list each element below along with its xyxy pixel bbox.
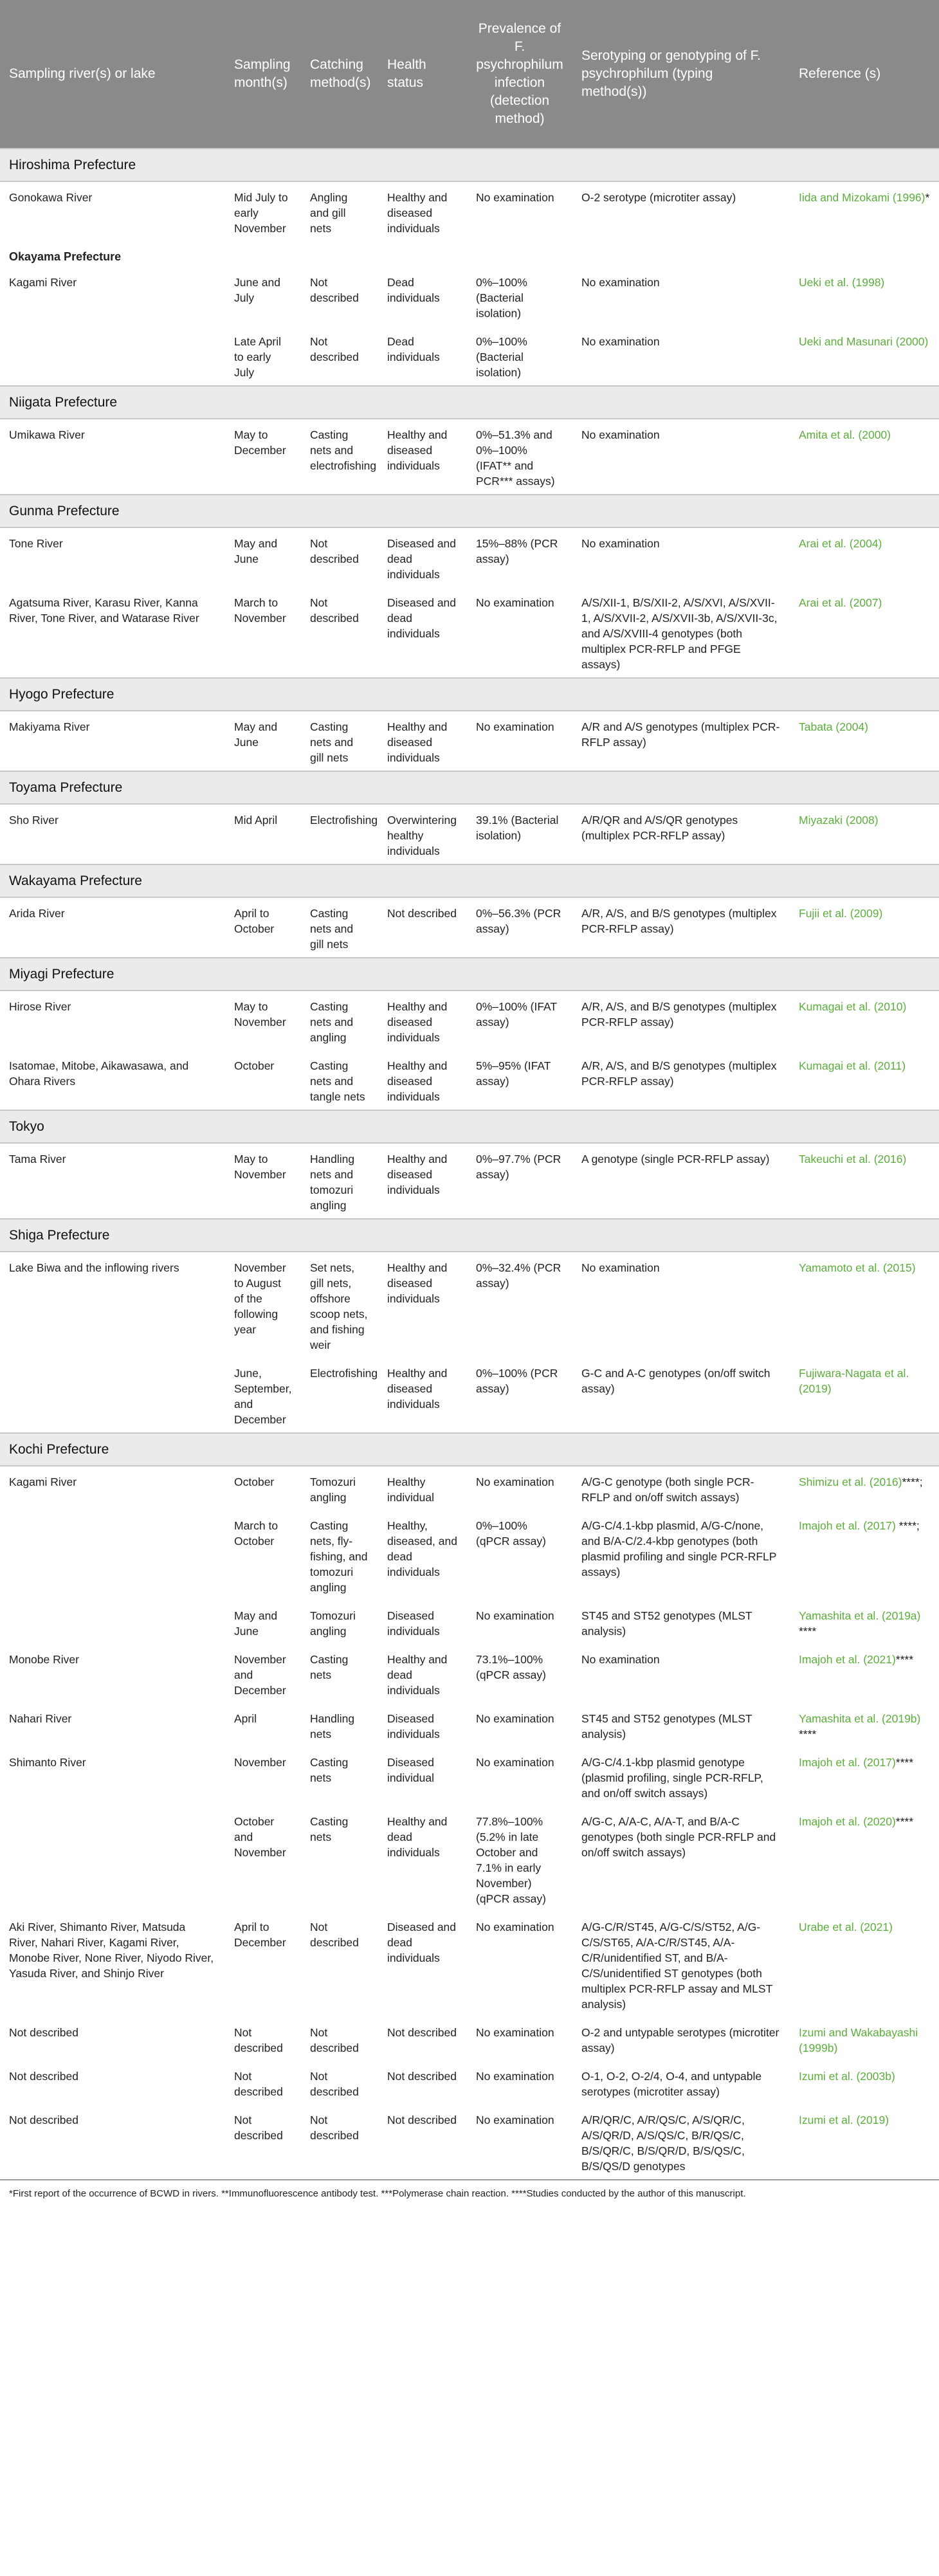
cell-reference bbox=[790, 1644, 939, 1703]
reference-link[interactable]: Imajoh et al. (2017) bbox=[799, 1756, 896, 1769]
cell-method: Not described bbox=[310, 537, 359, 565]
cell-typing: A/G-C genotype (both single PCR-RFLP and on/off switch assays) bbox=[581, 1475, 754, 1504]
cell-health: Diseased and dead individuals bbox=[387, 537, 457, 581]
cell-reference bbox=[790, 1252, 939, 1358]
cell-prevalence: 39.1% (Bacterial isolation) bbox=[476, 814, 559, 842]
cell-river: Kagami River bbox=[9, 276, 77, 289]
cell-prevalence: 0%–100% (IFAT assay) bbox=[476, 1000, 557, 1028]
cell-month: November bbox=[234, 1756, 286, 1769]
reference-link[interactable]: Izumi et al. (2019) bbox=[799, 2114, 889, 2126]
cell-reference bbox=[790, 267, 939, 326]
reference-mark: **** bbox=[799, 1728, 817, 1740]
footnote: *First report of the occurrence of BCWD in rivers. **Immunofluorescence antibody test. ***Polymerase chain reaction. ****Studies conducted by the author of this manuscript. bbox=[0, 2180, 939, 2207]
cell-river: Hirose River bbox=[9, 1000, 71, 1013]
cell-health: Healthy and diseased individuals bbox=[387, 1261, 448, 1305]
cell-prevalence: No examination bbox=[476, 2114, 554, 2126]
cell-prevalence: No examination bbox=[476, 1712, 554, 1725]
table-row bbox=[0, 711, 939, 771]
header-river: Sampling river(s) or lake bbox=[0, 0, 225, 149]
cell-method: Not described bbox=[310, 2026, 359, 2054]
cell-method: Casting nets and tangle nets bbox=[310, 1059, 365, 1103]
cell-reference bbox=[790, 804, 939, 864]
cell-health: Diseased individuals bbox=[387, 1712, 440, 1740]
cell-method: Casting nets and angling bbox=[310, 1000, 354, 1044]
cell-method: Casting nets bbox=[310, 1756, 349, 1784]
reference-link[interactable]: Izumi and Wakabayashi (1999b) bbox=[799, 2026, 918, 2054]
table-row bbox=[0, 267, 939, 326]
section-row bbox=[0, 1110, 939, 1143]
cell-typing: No examination bbox=[581, 276, 660, 289]
cell-health: Diseased and dead individuals bbox=[387, 1921, 457, 1964]
cell-typing: O-1, O-2, O-2/4, O-4, and untypable serotypes (microtiter assay) bbox=[581, 2070, 762, 2098]
cell-method: Casting nets bbox=[310, 1815, 349, 1843]
header-prevalence: Prevalence of F. psychrophilum infection (detection method) bbox=[467, 0, 572, 149]
table-row bbox=[0, 1143, 939, 1219]
cell-month: October bbox=[234, 1475, 275, 1488]
cell-typing: A/R, A/S, and B/S genotypes (multiplex PCR-RFLP assay) bbox=[581, 907, 777, 935]
cell-method: Casting nets, fly-fishing, and tomozuri angling bbox=[310, 1519, 368, 1594]
table-row bbox=[0, 181, 939, 241]
cell-prevalence: No examination bbox=[476, 2070, 554, 2083]
reference-mark: **** bbox=[895, 1815, 914, 1828]
cell-month: October and November bbox=[234, 1815, 286, 1859]
cell-river: Lake Biwa and the inflowing rivers bbox=[9, 1261, 179, 1274]
cell-river bbox=[0, 1806, 225, 1912]
cell-month: Late April to early July bbox=[234, 335, 281, 379]
table-row bbox=[0, 804, 939, 864]
reference-mark: ****; bbox=[895, 1519, 920, 1532]
cell-prevalence: No examination bbox=[476, 1756, 554, 1769]
cell-method: Casting nets bbox=[310, 1653, 349, 1681]
cell-method: Not described bbox=[310, 596, 359, 625]
section-row bbox=[0, 864, 939, 897]
cell-month: March to November bbox=[234, 596, 286, 625]
cell-typing: A/R and A/S genotypes (multiplex PCR-RFLP assay) bbox=[581, 720, 780, 749]
table-row bbox=[0, 1806, 939, 1912]
table-row bbox=[0, 1600, 939, 1644]
reference-link[interactable]: Takeuchi et al. (2016) bbox=[799, 1153, 907, 1165]
reference-link[interactable]: Arai et al. (2004) bbox=[799, 537, 882, 550]
section-row bbox=[0, 1433, 939, 1466]
section-title: Gunma Prefecture bbox=[0, 495, 939, 527]
reference-mark: **** bbox=[895, 1756, 914, 1769]
cell-prevalence: 0%–97.7% (PCR assay) bbox=[476, 1153, 561, 1181]
reference-mark: * bbox=[925, 191, 930, 204]
cell-typing: No examination bbox=[581, 1653, 660, 1666]
reference-link[interactable]: Imajoh et al. (2021) bbox=[799, 1653, 896, 1666]
header-row bbox=[0, 0, 939, 149]
cell-prevalence: 0%–100% (PCR assay) bbox=[476, 1367, 558, 1395]
cell-health: Overwintering healthy individuals bbox=[387, 814, 457, 857]
cell-prevalence: 15%–88% (PCR assay) bbox=[476, 537, 558, 565]
header-month: Sampling month(s) bbox=[225, 0, 301, 149]
cell-health: Not described bbox=[387, 2070, 457, 2083]
cell-month: November and December bbox=[234, 1653, 286, 1697]
cell-river: Gonokawa River bbox=[9, 191, 93, 204]
section-title: Kochi Prefecture bbox=[0, 1433, 939, 1466]
cell-method: Handling nets and tomozuri angling bbox=[310, 1153, 355, 1212]
cell-health: Dead individuals bbox=[387, 335, 440, 363]
cell-month: May and June bbox=[234, 537, 278, 565]
cell-month: Mid July to early November bbox=[234, 191, 288, 235]
section-row bbox=[0, 1219, 939, 1252]
cell-prevalence: 0%–51.3% and 0%–100% (IFAT** and PCR*** assays) bbox=[476, 428, 555, 488]
table-row bbox=[0, 527, 939, 587]
cell-prevalence: 0%–100% (qPCR assay) bbox=[476, 1519, 546, 1548]
cell-river: Nahari River bbox=[9, 1712, 72, 1725]
cell-health: Healthy and dead individuals bbox=[387, 1653, 448, 1697]
cell-month: November to August of the following year bbox=[234, 1261, 286, 1336]
table-row bbox=[0, 1644, 939, 1703]
cell-prevalence: No examination bbox=[476, 1921, 554, 1933]
cell-health: Diseased individuals bbox=[387, 1609, 440, 1638]
section-title: Shiga Prefecture bbox=[0, 1219, 939, 1252]
cell-month: April to October bbox=[234, 907, 275, 935]
cell-reference bbox=[790, 1806, 939, 1912]
cell-month: Not described bbox=[234, 2114, 283, 2142]
cell-reference bbox=[790, 419, 939, 495]
cell-reference bbox=[790, 1703, 939, 1747]
cell-health: Healthy and diseased individuals bbox=[387, 1000, 448, 1044]
cell-health: Healthy and diseased individuals bbox=[387, 428, 448, 472]
cell-health: Diseased individual bbox=[387, 1756, 434, 1784]
table-row bbox=[0, 326, 939, 386]
cell-month: April to December bbox=[234, 1921, 286, 1949]
cell-typing: O-2 serotype (microtiter assay) bbox=[581, 191, 736, 204]
cell-river: Aki River, Shimanto River, Matsuda River, Nahari River, Kagami River, Monobe River, None River, Niyodo River, Yasuda River, and Shinjo River bbox=[9, 1921, 214, 1980]
cell-reference bbox=[790, 181, 939, 241]
cell-prevalence: No examination bbox=[476, 596, 554, 609]
cell-typing: No examination bbox=[581, 537, 660, 550]
cell-river: Agatsuma River, Karasu River, Kanna River, Tone River, and Watarase River bbox=[9, 596, 199, 625]
table-row bbox=[0, 419, 939, 495]
reference-mark: **** bbox=[895, 1653, 914, 1666]
cell-river: Isatomae, Mitobe, Aikawasawa, and Ohara Rivers bbox=[9, 1059, 189, 1088]
cell-method: Casting nets and electrofishing bbox=[310, 428, 377, 472]
cell-typing: A genotype (single PCR-RFLP assay) bbox=[581, 1153, 770, 1165]
cell-month: May and June bbox=[234, 1609, 278, 1638]
reference-link[interactable]: Tabata (2004) bbox=[799, 720, 868, 733]
header-health: Health status bbox=[378, 0, 467, 149]
cell-prevalence: No examination bbox=[476, 1475, 554, 1488]
cell-reference bbox=[790, 326, 939, 386]
section-title: Hiroshima Prefecture bbox=[0, 149, 939, 181]
cell-month: June, September, and December bbox=[234, 1367, 292, 1426]
reference-mark: ****; bbox=[902, 1475, 923, 1488]
cell-river: Monobe River bbox=[9, 1653, 79, 1666]
cell-health: Not described bbox=[387, 907, 457, 920]
cell-typing: No examination bbox=[581, 1261, 660, 1274]
cell-health: Healthy individual bbox=[387, 1475, 434, 1504]
reference-link[interactable]: Yamashita et al. (2019a) bbox=[799, 1609, 921, 1622]
cell-month: May to December bbox=[234, 428, 286, 457]
cell-reference bbox=[790, 1600, 939, 1644]
cell-health: Healthy and diseased individuals bbox=[387, 1059, 448, 1103]
section-title: Hyogo Prefecture bbox=[0, 678, 939, 711]
header-reference: Reference (s) bbox=[790, 0, 939, 149]
reference-link[interactable]: Arai et al. (2007) bbox=[799, 596, 882, 609]
cell-river: Tama River bbox=[9, 1153, 66, 1165]
cell-method: Not described bbox=[310, 2070, 359, 2098]
reference-link[interactable]: Urabe et al. (2021) bbox=[799, 1921, 893, 1933]
cell-health: Not described bbox=[387, 2026, 457, 2039]
reference-link[interactable]: Yamamoto et al. (2015) bbox=[799, 1261, 916, 1274]
section-row bbox=[0, 678, 939, 711]
cell-prevalence: 73.1%–100% (qPCR assay) bbox=[476, 1653, 546, 1681]
table-row bbox=[0, 1703, 939, 1747]
cell-reference bbox=[790, 1912, 939, 2017]
section-title: Miyagi Prefecture bbox=[0, 958, 939, 991]
cell-reference bbox=[790, 1050, 939, 1110]
cell-method: Casting nets and gill nets bbox=[310, 720, 354, 764]
cell-river: Arida River bbox=[9, 907, 65, 920]
cell-method: Electrofishing bbox=[310, 1367, 378, 1380]
table-row bbox=[0, 2061, 939, 2105]
cell-prevalence: No examination bbox=[476, 1609, 554, 1622]
cell-month: June and July bbox=[234, 276, 281, 304]
cell-health: Healthy, diseased, and dead individuals bbox=[387, 1519, 457, 1578]
cell-prevalence: 0%–32.4% (PCR assay) bbox=[476, 1261, 561, 1290]
cell-typing: A/G-C/4.1-kbp plasmid, A/G-C/none, and B/A-C/2.4-kbp genotypes (both plasmid profiling and single PCR-RFLP assays) bbox=[581, 1519, 777, 1578]
footnote-row bbox=[0, 2180, 939, 2207]
section-title: Niigata Prefecture bbox=[0, 386, 939, 419]
section-title: Wakayama Prefecture bbox=[0, 864, 939, 897]
reference-mark: **** bbox=[799, 1625, 817, 1638]
table-row bbox=[0, 587, 939, 678]
cell-method: Tomozuri angling bbox=[310, 1609, 356, 1638]
cell-health: Dead individuals bbox=[387, 276, 440, 304]
cell-river: Sho River bbox=[9, 814, 59, 827]
cell-month: May to November bbox=[234, 1153, 286, 1181]
cell-month: April bbox=[234, 1712, 257, 1725]
reference-link[interactable]: Yamashita et al. (2019b) bbox=[799, 1712, 921, 1725]
table-row bbox=[0, 991, 939, 1050]
section-row bbox=[0, 771, 939, 804]
cell-prevalence: 0%–100% (Bacterial isolation) bbox=[476, 276, 527, 320]
cell-river: Shimanto River bbox=[9, 1756, 86, 1769]
cell-reference bbox=[790, 587, 939, 678]
cell-reference bbox=[790, 991, 939, 1050]
table-row bbox=[0, 897, 939, 958]
cell-typing: A/R, A/S, and B/S genotypes (multiplex PCR-RFLP assay) bbox=[581, 1000, 777, 1028]
cell-river bbox=[0, 1510, 225, 1600]
reference-link[interactable]: Kumagai et al. (2011) bbox=[799, 1059, 906, 1072]
table-row bbox=[0, 1252, 939, 1358]
table-body bbox=[0, 149, 939, 2207]
cell-reference bbox=[790, 711, 939, 771]
section-row bbox=[0, 386, 939, 419]
table-row bbox=[0, 2105, 939, 2180]
cell-typing: No examination bbox=[581, 335, 660, 348]
cell-typing: G-C and A-C genotypes (on/off switch assay) bbox=[581, 1367, 770, 1395]
cell-method: Electrofishing bbox=[310, 814, 378, 827]
table-row bbox=[0, 2017, 939, 2061]
table-row bbox=[0, 1050, 939, 1110]
cell-reference bbox=[790, 897, 939, 958]
reference-link[interactable]: Imajoh et al. (2020) bbox=[799, 1815, 896, 1828]
reference-link[interactable]: Shimizu et al. (2016) bbox=[799, 1475, 902, 1488]
cell-month: Not described bbox=[234, 2026, 283, 2054]
cell-health: Healthy and diseased individuals bbox=[387, 1367, 448, 1411]
section-row bbox=[0, 958, 939, 991]
cell-health: Healthy and dead individuals bbox=[387, 1815, 448, 1859]
cell-health: Diseased and dead individuals bbox=[387, 596, 457, 640]
reference-link[interactable]: Fujiwara-Nagata et al. (2019) bbox=[799, 1367, 909, 1395]
cell-method: Angling and gill nets bbox=[310, 191, 348, 235]
reference-link[interactable]: Ueki et al. (1998) bbox=[799, 276, 885, 289]
cell-health: Healthy and diseased individuals bbox=[387, 720, 448, 764]
cell-river: Umikawa River bbox=[9, 428, 85, 441]
cell-typing: A/G-C/R/ST45, A/G-C/S/ST52, A/G-C/S/ST65, A/A-C/R/ST45, A/A-C/R/unidentified ST, and B/A-C/S/unidentified ST genotypes (both multiplex PCR-RFLP assay and MLST analysis) bbox=[581, 1921, 772, 2011]
cell-river: Not described bbox=[9, 2070, 78, 2083]
cell-river bbox=[0, 1600, 225, 1644]
cell-month: May and June bbox=[234, 720, 278, 749]
cell-typing: No examination bbox=[581, 428, 660, 441]
reference-link[interactable]: Fujii et al. (2009) bbox=[799, 907, 883, 920]
cell-river: Kagami River bbox=[9, 1475, 77, 1488]
cell-typing: A/S/XII-1, B/S/XII-2, A/S/XVI, A/S/XVII-1, A/S/XVII-2, A/S/XVII-3b, A/S/XVII-3c, and A/S/XVIII-4 genotypes (both multiplex PCR-RFLP and PFGE assays) bbox=[581, 596, 778, 671]
cell-prevalence: No examination bbox=[476, 2026, 554, 2039]
cell-method: Not described bbox=[310, 1921, 359, 1949]
cell-reference bbox=[790, 2105, 939, 2180]
cell-method: Handling nets bbox=[310, 1712, 355, 1740]
reference-link[interactable]: Amita et al. (2000) bbox=[799, 428, 891, 441]
cell-prevalence: 0%–100% (Bacterial isolation) bbox=[476, 335, 527, 379]
table-row bbox=[0, 1912, 939, 2017]
cell-reference bbox=[790, 1510, 939, 1600]
cell-health: Not described bbox=[387, 2114, 457, 2126]
table-row bbox=[0, 1510, 939, 1600]
cell-typing: A/R/QR/C, A/R/QS/C, A/S/QR/C, A/S/QR/D, A/S/QS/C, B/R/QS/C, B/S/QR/C, B/S/QR/D, B/S/QS/C, B/S/QS/D genotypes bbox=[581, 2114, 745, 2173]
cell-typing: ST45 and ST52 genotypes (MLST analysis) bbox=[581, 1712, 752, 1740]
section-title: Okayama Prefecture bbox=[9, 250, 122, 263]
cell-river: Tone River bbox=[9, 537, 63, 550]
cell-month: March to October bbox=[234, 1519, 278, 1548]
cell-river: Makiyama River bbox=[9, 720, 90, 733]
cell-reference bbox=[790, 2017, 939, 2061]
section-row bbox=[0, 495, 939, 527]
cell-reference bbox=[790, 1358, 939, 1433]
section-row bbox=[0, 241, 939, 267]
cell-reference bbox=[790, 1747, 939, 1806]
header-method: Catching method(s) bbox=[301, 0, 378, 149]
table-row bbox=[0, 1747, 939, 1806]
cell-prevalence: No examination bbox=[476, 720, 554, 733]
reference-link[interactable]: Iida and Mizokami (1996) bbox=[799, 191, 925, 204]
section-title: Tokyo bbox=[0, 1110, 939, 1143]
cell-reference bbox=[790, 1466, 939, 1510]
cell-month: Mid April bbox=[234, 814, 278, 827]
cell-prevalence: 77.8%–100% (5.2% in late October and 7.1% in early November) (qPCR assay) bbox=[476, 1815, 546, 1905]
cell-typing: A/R, A/S, and B/S genotypes (multiplex PCR-RFLP assay) bbox=[581, 1059, 777, 1088]
table-row bbox=[0, 1358, 939, 1433]
cell-river bbox=[0, 1358, 225, 1433]
cell-health: Healthy and diseased individuals bbox=[387, 191, 448, 235]
cell-typing: A/G-C, A/A-C, A/A-T, and B/A-C genotypes (both single PCR-RFLP and on/off switch assays) bbox=[581, 1815, 776, 1859]
cell-prevalence: 5%–95% (IFAT assay) bbox=[476, 1059, 551, 1088]
reference-link[interactable]: Izumi et al. (2003b) bbox=[799, 2070, 895, 2083]
cell-method: Not described bbox=[310, 2114, 359, 2142]
reference-link[interactable]: Kumagai et al. (2010) bbox=[799, 1000, 907, 1013]
cell-method: Not described bbox=[310, 276, 359, 304]
cell-reference bbox=[790, 527, 939, 587]
cell-typing: A/R/QR and A/S/QR genotypes (multiplex PCR-RFLP assay) bbox=[581, 814, 738, 842]
cell-river bbox=[0, 326, 225, 386]
header-typing: Serotyping or genotyping of F. psychrophilum (typing method(s)) bbox=[572, 0, 790, 149]
cell-typing: ST45 and ST52 genotypes (MLST analysis) bbox=[581, 1609, 752, 1638]
cell-method: Not described bbox=[310, 335, 359, 363]
table-row bbox=[0, 1466, 939, 1510]
reference-link[interactable]: Miyazaki (2008) bbox=[799, 814, 879, 827]
cell-prevalence: No examination bbox=[476, 191, 554, 204]
reference-link[interactable]: Imajoh et al. (2017) bbox=[799, 1519, 896, 1532]
cell-reference bbox=[790, 1143, 939, 1219]
cell-river: Not described bbox=[9, 2114, 78, 2126]
cell-reference bbox=[790, 2061, 939, 2105]
cell-river: Not described bbox=[9, 2026, 78, 2039]
section-title: Toyama Prefecture bbox=[0, 771, 939, 804]
cell-prevalence: 0%–56.3% (PCR assay) bbox=[476, 907, 561, 935]
cell-month: May to November bbox=[234, 1000, 286, 1028]
cell-method: Tomozuri angling bbox=[310, 1475, 356, 1504]
cell-health: Healthy and diseased individuals bbox=[387, 1153, 448, 1196]
cell-method: Set nets, gill nets, offshore scoop nets, and fishing weir bbox=[310, 1261, 368, 1351]
cell-typing: A/G-C/4.1-kbp plasmid genotype (plasmid profiling, single PCR-RFLP, and on/off switch assays) bbox=[581, 1756, 763, 1800]
cell-month: October bbox=[234, 1059, 275, 1072]
cell-method: Casting nets and gill nets bbox=[310, 907, 354, 951]
reference-link[interactable]: Ueki and Masunari (2000) bbox=[799, 335, 929, 348]
cell-typing: O-2 and untypable serotypes (microtiter assay) bbox=[581, 2026, 779, 2054]
cell-month: Not described bbox=[234, 2070, 283, 2098]
section-row bbox=[0, 149, 939, 181]
